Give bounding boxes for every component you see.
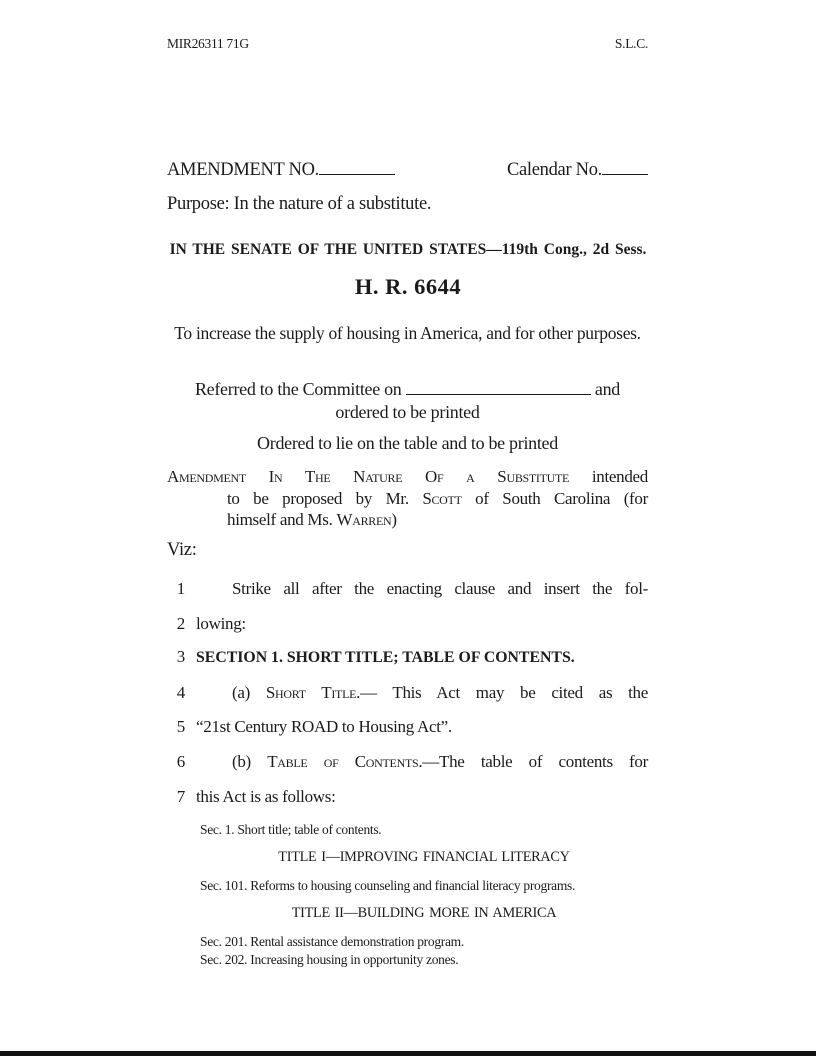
- table-of-contents-smallcaps: Table of Contents: [267, 751, 419, 771]
- referred-block: [167, 377, 648, 424]
- bill-text-line: [167, 578, 648, 613]
- line-text: [196, 682, 648, 703]
- sponsor-name: Scott: [422, 488, 462, 508]
- bill-text-line: [167, 647, 648, 682]
- substitute-statement: [167, 466, 648, 531]
- line-number: 2: [176, 613, 185, 633]
- calendar-number-group: [507, 157, 648, 181]
- line-text: Strike all after the enacting clause and insert the fol-: [232, 579, 648, 598]
- referred-line-2: ordered to be printed: [335, 402, 480, 422]
- calendar-number-blank: [602, 157, 648, 175]
- toc-title-heading: TITLE II—BUILDING MORE IN AMERICA: [291, 905, 557, 921]
- line-text-post: .—The table of contents for: [418, 751, 648, 771]
- bill-text-line: [167, 786, 648, 821]
- viz-label: Viz:: [167, 540, 197, 560]
- ordered-line: Ordered to lie on the table and to be printed: [257, 433, 558, 453]
- line-text-post: .— This Act may be cited as the: [356, 682, 648, 702]
- line-text-pre: (a): [232, 682, 266, 702]
- document-stamp-left: MIR26311 71G: [167, 36, 249, 51]
- bill-long-title: To increase the supply of housing in America, and for other purposes.: [174, 323, 641, 343]
- substitute-line-3-pre: himself and Ms.: [227, 510, 337, 529]
- amendment-number-label: AMENDMENT NO.: [167, 160, 319, 180]
- line-number: 7: [176, 786, 185, 806]
- calendar-number-label: Calendar No.: [506, 160, 602, 180]
- amendment-number-blank: [319, 157, 395, 175]
- document-stamp-right: S.L.C.: [614, 36, 648, 51]
- toc-sec-entry: Sec. 101. Reforms to housing counseling and financial literacy programs.: [200, 878, 576, 893]
- line-text: this Act is as follows:: [196, 786, 336, 806]
- substitute-line-2-pre: to be proposed by Mr.: [227, 488, 423, 508]
- bill-text-line: [167, 682, 648, 717]
- substitute-line-2: [167, 488, 648, 510]
- substitute-line-1-rest: intended: [569, 467, 648, 486]
- amendment-number-group: [167, 157, 395, 181]
- bill-text-line: [167, 613, 648, 648]
- referred-text-before: Referred to the Committee on: [194, 379, 402, 399]
- bill-text-body: [167, 578, 648, 820]
- substitute-line-3: [167, 509, 648, 531]
- bill-text-line: [167, 751, 648, 786]
- purpose-line: Purpose: In the nature of a substitute.: [167, 194, 432, 214]
- senate-session-line: IN THE SENATE OF THE UNITED STATES—119th Cong., 2d Sess.: [169, 241, 647, 258]
- toc-title-heading: TITLE I—IMPROVING FINANCIAL LITERACY: [278, 849, 570, 865]
- line-text: “21st Century ROAD to Housing Act”.: [196, 717, 452, 737]
- cosponsor-name: Warren: [336, 510, 392, 529]
- line-number: 4: [176, 682, 185, 702]
- line-number: 6: [176, 751, 185, 771]
- referred-line-1: [167, 377, 648, 401]
- bill-number: H. R. 6644: [354, 274, 462, 299]
- line-number: 1: [176, 579, 185, 598]
- committee-name-blank: [406, 377, 591, 395]
- short-title-smallcaps: Short Title: [265, 682, 357, 702]
- toc-sec-entry: Sec. 202. Increasing housing in opportunity zones.: [200, 952, 459, 967]
- line-text: lowing:: [196, 613, 246, 633]
- bill-text-line: [167, 716, 648, 751]
- substitute-line-1: [167, 466, 648, 488]
- line-number: 5: [176, 717, 185, 737]
- section-heading: SECTION 1. SHORT TITLE; TABLE OF CONTENTS.: [196, 649, 575, 667]
- line-number: 3: [176, 647, 185, 667]
- amendment-calendar-row: [167, 157, 648, 181]
- page-bottom-bar: [0, 1051, 816, 1056]
- substitute-line-2-post: of South Carolina (for: [461, 488, 648, 508]
- toc-sec-entry: Sec. 1. Short title; table of contents.: [200, 822, 382, 837]
- toc-sec-entry: Sec. 201. Rental assistance demonstration program.: [200, 934, 464, 949]
- line-text-pre: (b): [232, 751, 268, 771]
- page-header: [167, 36, 648, 52]
- line-text: [196, 751, 648, 772]
- substitute-smallcaps-heading: Amendment In The Nature Of a Substitute: [167, 467, 570, 486]
- referred-text-after: and: [594, 379, 621, 399]
- table-of-contents: [200, 822, 648, 967]
- substitute-line-3-post: ): [391, 510, 397, 529]
